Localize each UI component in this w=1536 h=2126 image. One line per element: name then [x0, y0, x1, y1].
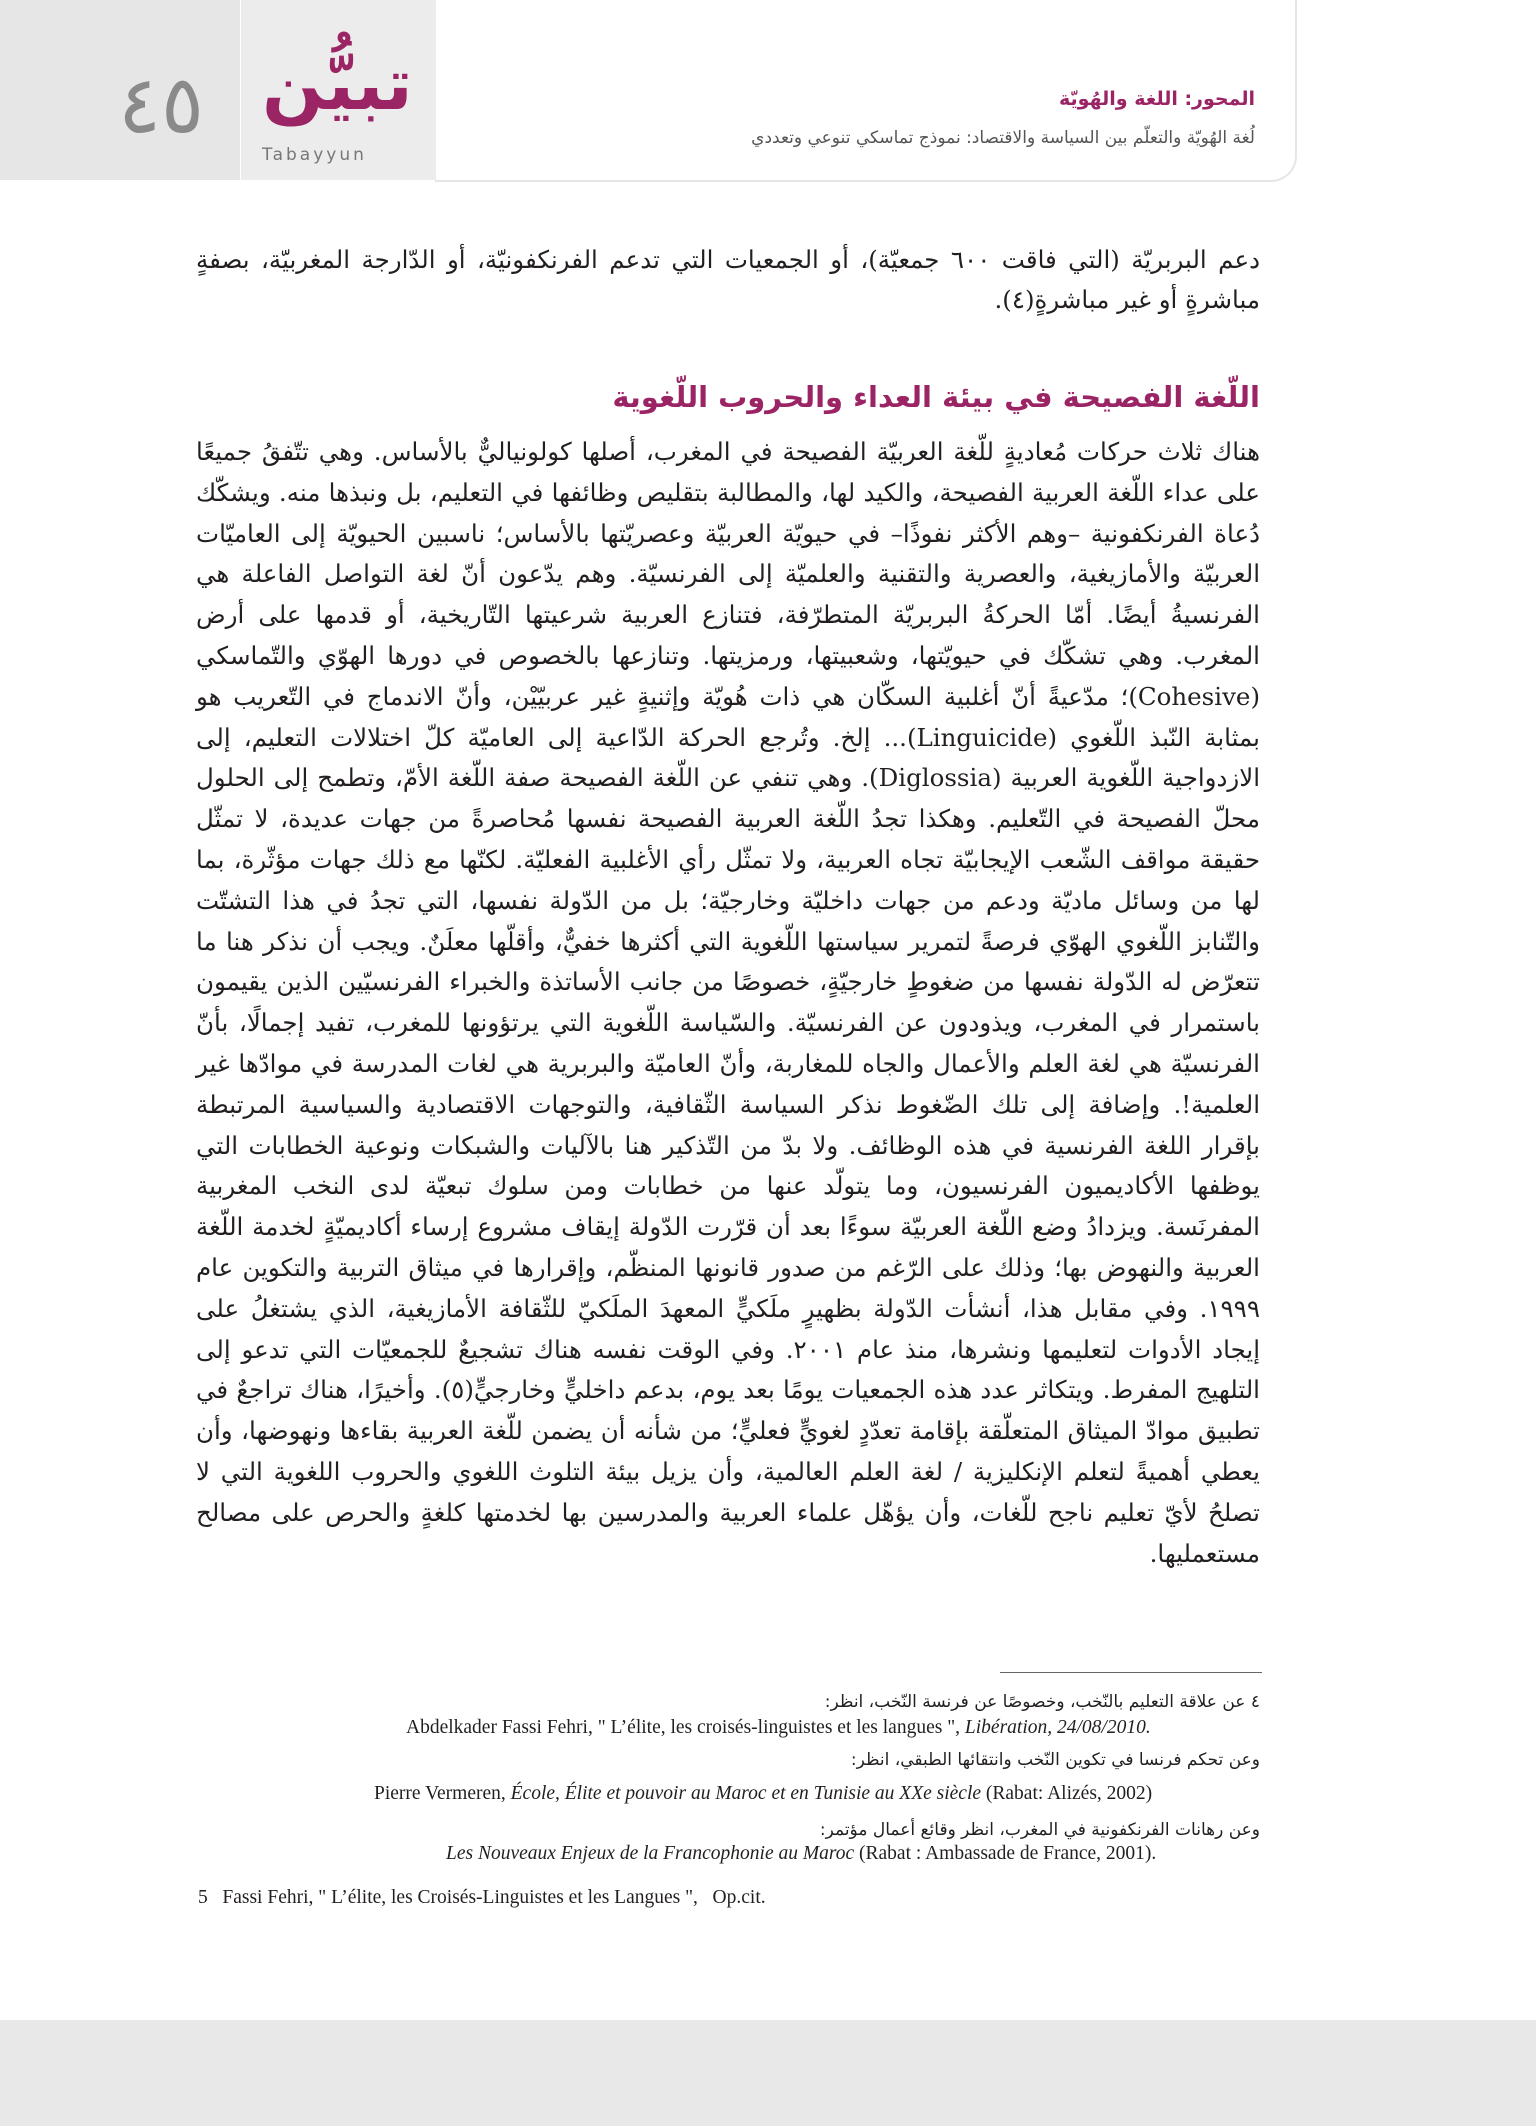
page-number-panel [0, 0, 240, 180]
footnote-4-author-2: Pierre Vermeren, [374, 1783, 506, 1804]
logo: تبيُّن [262, 42, 413, 126]
header-subtitle: لُغة الهُويّة والتعلّم بين السياسة والاقتصاد: نموذج تماسكي تنوعي وتعددي [751, 128, 1255, 148]
intro-paragraph: دعم البربريّة (التي فاقت ٦٠٠ جمعيّة)، أو الجمعيات التي تدعم الفرنكفونيّة، أو الدّارجة المغربيّة، بصفةٍ مباشرةٍ أو غير مباشرةٍ(٤). [196, 245, 1260, 314]
page-header [0, 0, 1300, 180]
footnote-4-arabic-2: وعن تحكم فرنسا في تكوين النّخب وانتقائها الطبقي، انظر: [850, 1750, 1260, 1770]
footer-band [0, 2020, 1536, 2126]
footnote-4-publisher-2: (Rabat: Alizés, 2002) [985, 1783, 1153, 1804]
logo-latin: Tabayyun [262, 145, 367, 165]
section-title: اللّغة الفصيحة في بيئة العداء والحروب اللّغوية [612, 380, 1260, 414]
footnote-4-author-1: Abdelkader Fassi Fehri, " L’élite, les croisés-linguistes et les langues ", [406, 1717, 961, 1738]
footnote-4-date-1: 24/08/2010. [1057, 1717, 1151, 1738]
footnote-4-number: ٤ [1250, 1692, 1260, 1712]
footnote-4-title-2: École, Élite et pouvoir au Maroc et en Tunisie au XXe siècle [510, 1783, 982, 1804]
footnote-divider [1000, 1672, 1262, 1673]
footnote-4-arabic-1 [825, 1690, 1260, 1714]
footnote-4-english-1 [406, 1716, 1151, 1740]
footnote-4-source-1: Libération, [964, 1717, 1053, 1738]
header-axis-label: المحور: اللغة والهُويّة [1059, 88, 1255, 110]
header-bar [435, 0, 1297, 182]
footnote-5: 5 Fassi Fehri, " L’élite, les Croisés-Linguistes et les Langues ", Op.cit. [198, 1887, 766, 1908]
footnote-4-arabic-3: وعن رهانات الفرنكفونية في المغرب، انظر وقائع أعمال مؤتمر: [819, 1820, 1260, 1840]
footnote-4-english-3 [446, 1842, 1156, 1866]
footnote-4-publisher-3: (Rabat : Ambassade de France, 2001). [859, 1843, 1157, 1864]
footnote-4-title-3: Les Nouveaux Enjeux de la Francophonie au Maroc [446, 1843, 855, 1864]
page-number: ٤٥ [118, 58, 204, 151]
main-paragraph: هناك ثلاث حركات مُعاديةٍ للّغة العربيّة الفصيحة في المغرب، أصلها كولونياليٌّ بالأساس. وهي تتّفقُ جميعًا على عداء اللّغة العربية الفصيحة، والكيد لها، والمطالبة بتقليص وظائفها في التعليم، بل ونبذها منه. ويشكّك دُعاة الفرنكفونية –وهم الأكثر نفوذًا– في حيويّة العربيّة وعصريّتها بالأساس؛ ناسبين الحيويّة إلى العاميّات العربيّة والأمازيغية، والعصرية والتقنية والعلميّة إلى الفرنسيّة. وهم يدّعون أنّ لغة التواصل الفاعلة هي الفرنسيةُ أيضًا. أمّا الحركةُ البربريّة المتطرّفة، فتنازع العربية شرعيتها التّاريخية، أو قدمها على أرض المغرب. وهي تشكّك في حيويّتها، وشعبيتها، ورمزيتها. وتنازعها بالخصوص في دورها الهوّي والتّماسكي (Cohesive)؛ مدّعيةً أنّ أغلبية السكّان هي ذات هُويّة وإثنيةٍ غير عربيّيْن، وأنّ الاندماج في التّعريب هو بمثابة النّبذ اللّغوي (Linguicide)... إلخ. وتُرجع الحركة الدّاعية إلى العاميّة كلّ اختلالات التعليم، إلى الازدواجية اللّغوية العربية (Diglossia). وهي تنفي عن اللّغة الفصيحة صفة اللّغة الأمّ، وتطمح إلى الحلول محلّ الفصيحة في التّعليم. وهكذا تجدُ اللّغة العربية الفصيحة نفسها مُحاصرةً من جهات عديدة، لا تمثّل حقيقة مواقف الشّعب الإيجابيّة تجاه العربية، ولا تمثّل رأي الأغلبية الفعليّة. لكنّها مع ذلك جهات مؤثّرة، بما لها من وسائل ماديّة ودعم من جهات داخليّة وخارجيّة؛ بل من الدّولة نفسها، التي تجدُ في هذا التشتّت والتّنابز اللّغوي الهوّي فرصةً لتمرير سياستها اللّغوية التي أكثرها خفيٌّ، وأقلّها معلَنٌ. ويجب أن نذكر هنا ما تتعرّض له الدّولة نفسها من ضغوطٍ خارجيّةٍ، خصوصًا من جانب الأساتذة والخبراء الفرنسيّين الذين يقيمون باستمرار في المغرب، ويذودون عن الفرنسيّة. والسّياسة اللّغوية التي يرتؤونها للمغرب، تفيد إجمالًا، بأنّ الفرنسيّة هي لغة العلم والأعمال والجاه للمغاربة، وأنّ العاميّة والبربرية هي لغات المدرسة في موادّها غير العلمية!. وإضافة إلى تلك الضّغوط نذكر السياسة الثّقافية، والتوجهات الاقتصادية والسياسية المرتبطة بإقرار اللغة الفرنسية في هذه الوظائف. ولا بدّ من التّذكير هنا بالآليات والشبكات ونوعية الخطابات التي يوظفها الأكاديميون الفرنسيون، وما يتولّد عنها من خطابات ومن سلوك تبعيّة لدى النخب المغربية المفرنَسة. ويزدادُ وضع اللّغة العربيّة سوءًا بعد أن قرّرت الدّولة إيقاف مشروع إرساء أكاديميّةٍ لخدمة اللّغة العربية والنهوض بها؛ وذلك على الرّغم من صدور قانونها المنظّم، وإقرارها في ميثاق التربية والتكوين عام ١٩٩٩. وفي مقابل هذا، أنشأت الدّولة بظهيرٍ ملَكيٍّ المعهدَ الملَكيّ للثّقافة الأمازيغية، الذي يشتغلُ على إيجاد الأدوات لتعليمها ونشرها، منذ عام ٢٠٠١. وفي الوقت نفسه هناك تشجيعٌ للجمعيّات التي تدعو إلى التلهيج المفرط. ويتكاثر عدد هذه الجمعيات يومًا بعد يوم، بدعم داخليٍّ وخارجيٍّ(٥). وأخيرًا، هناك تراجعٌ في تطبيق موادّ الميثاق المتعلّقة بإقامة تعدّدٍ لغويٍّ فعليٍّ؛ من شأنه أن يضمن للّغة العربية بقاءها ونهوضها، وأن يعطي أهميةً لتعلم الإنكليزية / لغة العلم العالمية، وأن يزيل بيئة التلوث اللغوي والحروب اللغوية التي لا تصلحُ لأيّ تعليم ناجح للّغات، وأن يؤهّل علماء العربية والمدرسين بها لخدمتها كلغةٍ والحرص على مصالح مستعمليها. [196, 437, 1261, 1568]
footnote-4-english-2 [374, 1782, 1152, 1806]
footnote-4-text-1: عن علاقة التعليم بالنّخب، وخصوصًا عن فرنسة النّخب، انظر: [824, 1692, 1246, 1712]
